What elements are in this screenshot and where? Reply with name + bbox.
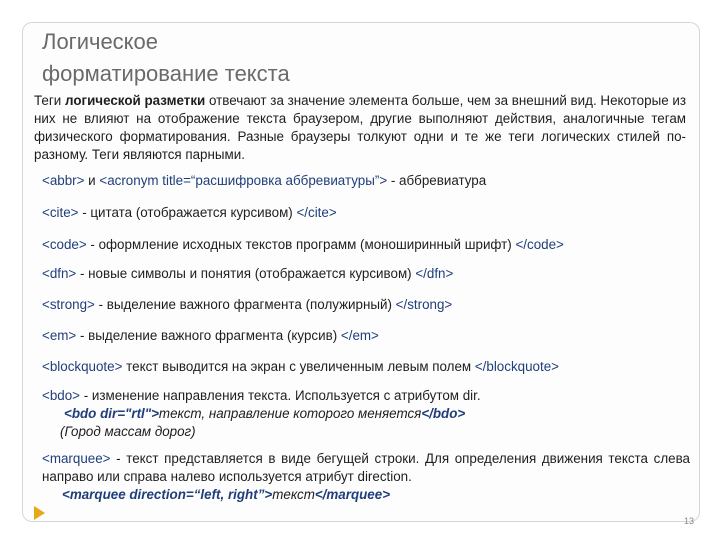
item-strong xyxy=(42,296,690,314)
page-number: 13 xyxy=(684,516,695,526)
tag-abbr: <abbr> xyxy=(42,173,85,188)
item-code xyxy=(42,236,690,254)
bdo-reversed-result: (Город массам дорог) xyxy=(60,424,196,439)
item-abbr xyxy=(42,172,690,190)
bdo-line xyxy=(42,388,481,403)
tag-bdo-open: <bdo> xyxy=(42,388,80,403)
code-desc: - оформление исходных текстов программ (моноширинный шрифт) xyxy=(86,237,516,252)
tag-dfn-open: <dfn> xyxy=(42,266,77,281)
tag-cite-open: <cite> xyxy=(42,205,79,220)
intro-bold: логической разметки xyxy=(64,93,206,108)
marquee-example-open: <marquee direction=“left, right”> xyxy=(62,487,273,502)
marquee-example xyxy=(42,486,690,504)
bdo-example-text: текст, направление которого меняется xyxy=(158,406,422,421)
tag-strong-open: <strong> xyxy=(42,297,95,312)
item-em xyxy=(42,327,690,345)
item-bdo xyxy=(42,387,690,441)
tag-em-close: </em> xyxy=(340,328,379,343)
tag-cite-close: </cite> xyxy=(296,205,337,220)
slide-title xyxy=(42,26,442,90)
em-desc: - выделение важного фрагмента (курсив) xyxy=(76,328,341,343)
item-dfn xyxy=(42,265,690,283)
abbr-desc: - аббревиатура xyxy=(387,173,487,188)
title-line-1: Логическое xyxy=(42,29,159,54)
item-marquee xyxy=(42,450,690,504)
intro-paragraph xyxy=(34,92,686,164)
tag-acronym: <acronym title=“расшифровка аббревиатуры”> xyxy=(99,173,388,188)
bdo-example xyxy=(42,405,690,423)
marquee-line xyxy=(42,450,690,486)
marquee-example-close: </marquee> xyxy=(314,487,391,502)
tag-em-open: <em> xyxy=(42,328,77,343)
tag-code-close: </code> xyxy=(515,237,564,252)
tag-code-open: <code> xyxy=(42,237,87,252)
bdo-desc: - изменение направления текста. Используется с атрибутом dir. xyxy=(79,388,481,403)
marquee-example-text: текст xyxy=(272,487,315,502)
bdo-example-close: </bdo> xyxy=(421,406,466,421)
strong-desc: - выделение важного фрагмента (полужирный) xyxy=(94,297,396,312)
tag-strong-close: </strong> xyxy=(395,297,453,312)
item-cite xyxy=(42,204,690,222)
tag-dfn-close: </dfn> xyxy=(415,266,454,281)
item-blockquote xyxy=(42,358,690,376)
dfn-desc: - новые символы и понятия (отображается курсивом) xyxy=(76,266,416,281)
bdo-example-open: <bdo dir="rtl"> xyxy=(64,406,159,421)
marquee-desc: - текст представляется в виде бегущей строки. Для определения движения текста слева направо или справа налево используется атрибут direction. xyxy=(42,451,690,484)
intro-before: Теги xyxy=(34,93,65,108)
tag-blockquote-open: <blockquote> xyxy=(42,359,123,374)
blockquote-desc: текст выводится на экран с увеличенным левым полем xyxy=(122,359,475,374)
title-line-2: форматирование текста xyxy=(42,61,290,86)
tag-blockquote-close: </blockquote> xyxy=(474,359,559,374)
tag-marquee-open: <marquee> xyxy=(42,451,111,466)
abbr-and: и xyxy=(84,173,100,188)
next-arrow-icon[interactable] xyxy=(34,506,45,520)
intro-after: отвечают за значение элемента больше, чем за внешний вид. Некоторые из них не влияют на отображение текста браузером, другие выполняют действия, аналогичные тегам физического форматирования. Разные браузеры толкуют одни и те же теги логических стилей по-разному. Теги являются парными. xyxy=(34,93,687,162)
cite-desc: - цитата (отображается курсивом) xyxy=(78,205,297,220)
